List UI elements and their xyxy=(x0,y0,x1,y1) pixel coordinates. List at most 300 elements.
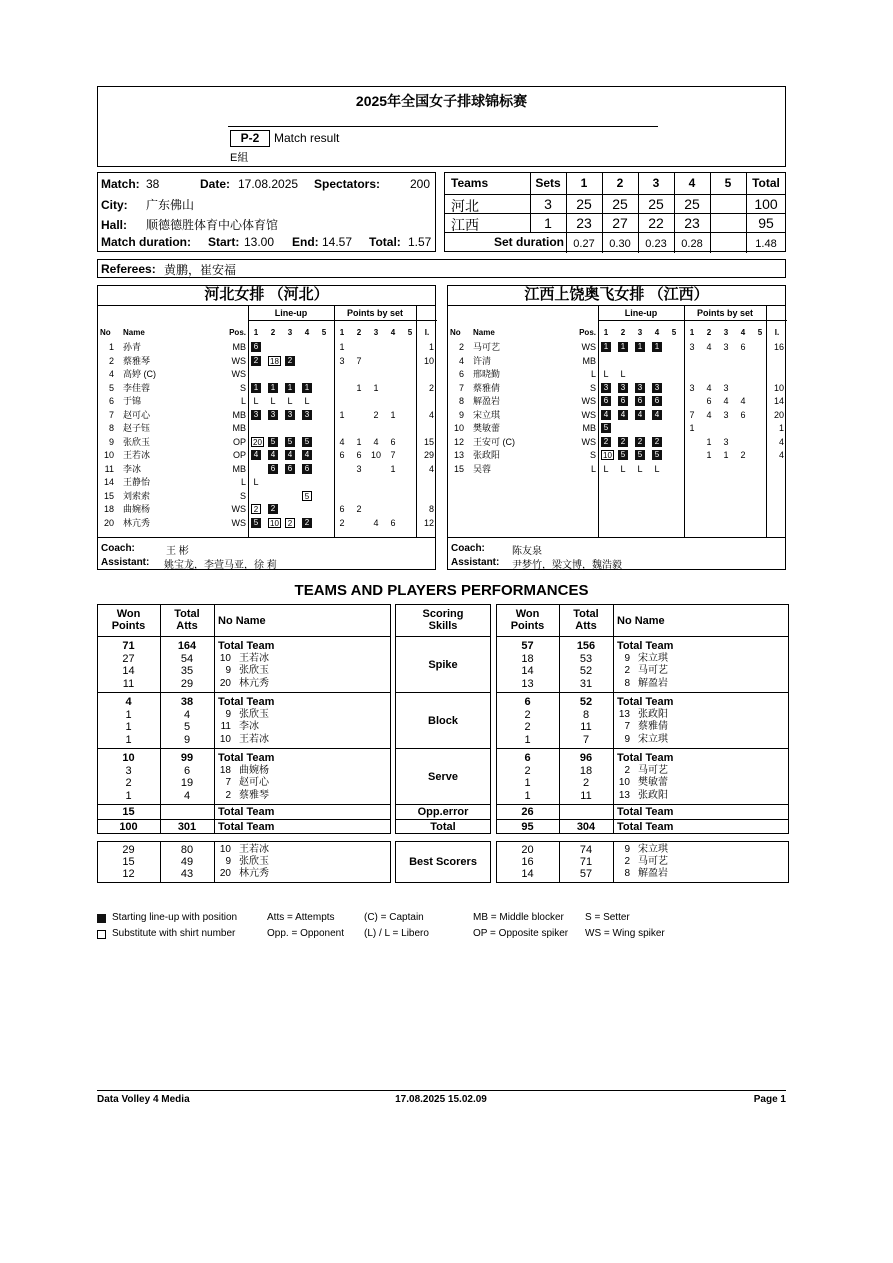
lineup-set-header: 2 xyxy=(270,328,276,337)
team-b-lineup xyxy=(447,285,786,570)
player-number: 15 xyxy=(103,490,114,501)
player-total-points: 12 xyxy=(423,517,434,528)
total-team-label: Total Team xyxy=(617,752,674,764)
player-position: WS xyxy=(231,355,246,366)
set-points: 7 xyxy=(689,409,695,420)
set-duration-value: 0.28 xyxy=(681,238,703,250)
perf-player-name: 王若冰 xyxy=(239,652,269,664)
set-points: 1 xyxy=(689,423,695,433)
best-player-number: 9 xyxy=(624,844,630,855)
player-name: 王静怡 xyxy=(123,477,151,487)
player-total-points: 15 xyxy=(423,436,434,447)
total-atts-value: 53 xyxy=(579,652,593,665)
team-b-assistant-label: Assistant: xyxy=(451,557,500,568)
set-points: 2 xyxy=(339,517,345,528)
perf-player-number: 11 xyxy=(220,721,231,732)
duration-label: Match duration: xyxy=(101,235,191,249)
player-position: WS xyxy=(581,436,596,447)
won-points-value: 14 xyxy=(521,665,534,677)
lineup-start-box: 1 xyxy=(251,383,261,393)
doc-code: P-2 xyxy=(230,130,270,147)
total-atts-value: 5 xyxy=(183,721,191,733)
lineup-libero: L xyxy=(654,463,660,474)
lineup-libero: L xyxy=(270,396,276,406)
lineup-start-box: 4 xyxy=(285,450,295,460)
set-points: 4 xyxy=(740,396,746,406)
lineup-start-box: 2 xyxy=(251,356,261,366)
set-points: 4 xyxy=(339,436,345,447)
lineup-libero: L xyxy=(620,463,626,474)
total-atts-value: 52 xyxy=(579,696,593,708)
won-points-header: Won xyxy=(515,608,540,620)
set-duration-total: 1.48 xyxy=(755,238,777,250)
best-player-number: 2 xyxy=(624,856,630,867)
won-points-value: 57 xyxy=(521,640,534,652)
set-duration-label: Set duration xyxy=(493,235,564,249)
lineup-set-header: 1 xyxy=(253,328,259,337)
spectators-value: 200 xyxy=(410,177,431,191)
set-points: 6 xyxy=(390,436,396,447)
lineup-sub-box: 10 xyxy=(601,450,614,460)
set-points: 7 xyxy=(390,450,396,460)
points-set-header: 5 xyxy=(757,328,763,337)
perf-player-name: 蔡雅倩 xyxy=(638,721,668,732)
score-set-points: 25 xyxy=(612,196,628,212)
lineup-start-box: 1 xyxy=(601,342,611,352)
player-number: 14 xyxy=(103,477,114,487)
lineup-set-header: 4 xyxy=(304,328,310,337)
won-points-value: 18 xyxy=(521,652,534,665)
lineup-libero: L xyxy=(253,396,259,406)
total-atts-value: 99 xyxy=(180,752,194,764)
lineup-start-box: 5 xyxy=(652,450,662,460)
best-player-number: 9 xyxy=(225,856,231,867)
set-points: 6 xyxy=(356,450,362,460)
total-team-label: Total Team xyxy=(617,821,674,833)
player-name: 李佳蓉 xyxy=(123,382,151,393)
lineup-start-box: 3 xyxy=(285,410,295,420)
won-points-value: 14 xyxy=(122,665,135,677)
perf-player-name: 张欣玉 xyxy=(239,708,269,720)
lineup-start-box: 4 xyxy=(251,450,261,460)
perf-player-name: 马可艺 xyxy=(638,764,668,776)
player-row xyxy=(98,368,437,381)
player-row xyxy=(448,449,787,462)
set-points: 3 xyxy=(723,436,729,447)
lineup-start-box: 2 xyxy=(302,518,312,528)
lineup-set-header: 2 xyxy=(620,328,626,337)
set-points: 3 xyxy=(723,342,729,352)
perf-player-name: 解盈岩 xyxy=(638,677,668,689)
won-points-value: 4 xyxy=(125,696,132,708)
lineup-start-box: 5 xyxy=(601,423,611,433)
lineup-start-box: 5 xyxy=(618,450,628,460)
player-name: 张欣玉 xyxy=(123,436,151,447)
perf-player-name: 蔡雅琴 xyxy=(239,789,269,801)
perf-player-number: 10 xyxy=(618,777,630,788)
player-total-points: 4 xyxy=(778,436,784,447)
best-total-atts: 74 xyxy=(579,844,593,856)
player-row xyxy=(448,422,787,435)
set-points: 3 xyxy=(356,463,362,474)
player-position: OP xyxy=(232,436,246,447)
player-number: 6 xyxy=(458,369,464,379)
player-name: 宋立琪 xyxy=(473,409,501,420)
legend-libero: (L) / L = Libero xyxy=(364,928,429,939)
perf-player-name: 樊敏蕾 xyxy=(638,777,668,788)
lineup-set-header: 1 xyxy=(603,328,609,337)
set-points: 6 xyxy=(706,396,712,406)
total-atts-value: 301 xyxy=(177,821,197,833)
date-value: 17.08.2025 xyxy=(238,177,299,191)
skill-label: Serve xyxy=(428,771,458,783)
set-points: 1 xyxy=(390,409,396,420)
match-info-box xyxy=(97,172,436,252)
won-points-value: 27 xyxy=(122,652,135,665)
referees-value: 黄鹏，崔安福 xyxy=(164,263,237,277)
teams-header: Teams xyxy=(451,176,489,190)
set4-header: 4 xyxy=(688,176,696,190)
total-atts-value: 18 xyxy=(579,764,593,777)
total-atts-value: 164 xyxy=(177,640,197,652)
match-number: 38 xyxy=(146,177,160,191)
lineup-start-box: 3 xyxy=(618,383,628,393)
total-atts-value: 35 xyxy=(180,665,194,677)
player-position: MB xyxy=(582,423,596,433)
lineup-start-box: 5 xyxy=(268,437,278,447)
total-atts-value: 2 xyxy=(582,777,590,789)
total-atts-header: Total xyxy=(174,608,200,620)
lineup-libero: L xyxy=(637,463,643,474)
lineup-set-header: 5 xyxy=(321,328,327,337)
lineup-start-box: 1 xyxy=(268,383,278,393)
perf-player-name: 宋立琪 xyxy=(638,733,668,745)
best-total-atts: 43 xyxy=(180,868,194,880)
player-position: MB xyxy=(582,355,596,366)
total-won-value: 100 xyxy=(119,821,138,833)
team-b-assistant: 尹梦竹，梁文博，魏浩毅 xyxy=(512,560,622,571)
lineup-set-header: 4 xyxy=(654,328,660,337)
score-set-points: 23 xyxy=(684,215,700,231)
lineup-start-box: 6 xyxy=(601,396,611,406)
set3-header: 3 xyxy=(652,176,660,190)
player-total-points: 2 xyxy=(428,382,434,393)
best-player-name: 马可艺 xyxy=(638,856,668,867)
total-label: Total: xyxy=(369,235,401,249)
lineup-start-box: 5 xyxy=(635,450,645,460)
won-points-value: 2 xyxy=(125,777,132,789)
player-name: 许清 xyxy=(473,355,492,366)
best-total-atts: 57 xyxy=(579,868,593,880)
lineup-header: Line-up xyxy=(624,308,658,318)
best-player-number: 10 xyxy=(219,844,231,855)
col-name-header: Name xyxy=(123,328,145,337)
lineup-start-box: 3 xyxy=(635,383,645,393)
player-position: S xyxy=(239,382,246,393)
total-atts-value: 38 xyxy=(180,696,194,708)
performance-title: TEAMS AND PLAYERS PERFORMANCES xyxy=(294,582,589,599)
end-label: End: xyxy=(292,235,319,249)
perf-player-number: 13 xyxy=(618,789,630,801)
lineup-start-box: 3 xyxy=(652,383,662,393)
won-points-value: 2 xyxy=(524,708,531,721)
lineup-sub-box: 18 xyxy=(268,356,281,366)
set-points: 3 xyxy=(689,342,695,352)
player-row xyxy=(448,436,787,449)
total-atts-value: 29 xyxy=(180,677,194,690)
set-points: 3 xyxy=(689,382,695,393)
player-name: 曲婉杨 xyxy=(123,504,151,514)
won-points-value: 1 xyxy=(125,708,132,721)
player-row xyxy=(98,436,437,449)
perf-player-name: 宋立琪 xyxy=(638,652,668,664)
team-a-assistant: 姚宝龙，李萱马亚，徐 莉 xyxy=(164,560,277,571)
player-total-points: 10 xyxy=(773,382,784,393)
player-row xyxy=(98,503,437,516)
total-team-label: Total Team xyxy=(218,640,275,652)
set-points: 1 xyxy=(356,382,362,393)
no-name-header: No Name xyxy=(218,615,266,627)
lineup-start-box: 6 xyxy=(618,396,628,406)
won-points-value: 10 xyxy=(122,752,135,764)
set-points: 6 xyxy=(339,504,345,514)
player-total-points: 29 xyxy=(423,450,434,460)
lineup-start-box: 5 xyxy=(302,437,312,447)
player-name: 吴蓉 xyxy=(473,463,492,474)
best-player-name: 张欣玉 xyxy=(239,856,269,867)
player-row xyxy=(98,395,437,408)
player-position: OP xyxy=(232,450,246,460)
player-row xyxy=(98,422,437,435)
won-points-value: 13 xyxy=(521,677,534,690)
player-position: MB xyxy=(232,342,246,352)
set-points: 2 xyxy=(740,450,746,460)
end-value: 14.57 xyxy=(322,235,353,249)
footer-center: 17.08.2025 15.02.09 xyxy=(395,1094,487,1105)
page-title: 2025年全国女子排球锦标赛 xyxy=(355,93,528,109)
best-scorers-label: Best Scorers xyxy=(409,856,477,868)
best-player-name: 解盈岩 xyxy=(638,868,668,879)
player-total-points: 4 xyxy=(428,409,434,420)
lineup-sub-box: 2 xyxy=(285,518,295,528)
player-row xyxy=(448,463,787,476)
perf-player-number: 8 xyxy=(624,677,630,689)
set-points: 3 xyxy=(723,382,729,393)
best-won-points: 14 xyxy=(521,868,534,880)
total-atts-value: 6 xyxy=(183,764,191,777)
legend xyxy=(97,912,786,942)
total-atts-value: 156 xyxy=(576,640,596,652)
best-won-points: 16 xyxy=(521,856,534,868)
total-atts-value: 4 xyxy=(183,708,191,721)
legend-op: OP = Opposite spiker xyxy=(473,928,569,939)
lineup-start-box: 6 xyxy=(635,396,645,406)
hall-label: Hall: xyxy=(101,218,128,232)
team-a-lineup xyxy=(97,285,436,570)
lineup-start-box: 1 xyxy=(618,342,628,352)
lineup-start-box: 3 xyxy=(302,410,312,420)
perf-player-name: 张欣玉 xyxy=(239,665,269,676)
footer-right: Page 1 xyxy=(753,1094,786,1105)
set-points: 1 xyxy=(339,342,345,352)
set-points: 1 xyxy=(339,409,345,420)
referees-box xyxy=(97,259,786,278)
score-total-points: 100 xyxy=(754,196,778,212)
player-name: 李冰 xyxy=(123,463,142,474)
player-total-points: 10 xyxy=(423,355,434,366)
best-won-points: 29 xyxy=(122,844,135,856)
player-name: 高婷 (C) xyxy=(123,369,156,379)
total-atts-value: 11 xyxy=(580,789,592,802)
start-label: Start: xyxy=(208,235,240,249)
best-total-atts: 71 xyxy=(579,856,593,868)
perf-player-name: 林亢秀 xyxy=(239,677,269,689)
set-points: 4 xyxy=(373,517,379,528)
player-number: 8 xyxy=(108,423,114,433)
city-label: City: xyxy=(101,198,128,212)
player-number: 8 xyxy=(458,396,464,406)
player-name: 赵子钰 xyxy=(123,423,151,433)
set-duration-value: 0.30 xyxy=(609,238,631,250)
player-position: WS xyxy=(231,517,246,528)
lineup-sub-box: 2 xyxy=(251,504,261,514)
player-position: L xyxy=(590,463,596,474)
best-player-name: 林亢秀 xyxy=(239,868,269,879)
lineup-start-box: 2 xyxy=(268,504,278,514)
player-row xyxy=(98,341,437,354)
perf-player-number: 2 xyxy=(624,665,630,676)
score-team-name: 江西 xyxy=(451,217,479,233)
total-atts-header-sub: Atts xyxy=(176,620,198,632)
player-position: S xyxy=(589,382,596,393)
city-value: 广东佛山 xyxy=(146,198,195,212)
player-name: 蔡雅倩 xyxy=(473,382,501,393)
points-by-set-header: Points by set xyxy=(696,308,753,318)
set-points: 1 xyxy=(723,450,729,460)
player-row xyxy=(448,341,787,354)
perf-player-number: 9 xyxy=(624,652,630,664)
col-no-header: No xyxy=(450,328,461,337)
perf-player-name: 马可艺 xyxy=(638,665,668,676)
lineup-start-box: 4 xyxy=(618,410,628,420)
total-header: Total xyxy=(752,176,780,190)
perf-player-name: 张政阳 xyxy=(638,708,668,720)
lineup-start-box: 1 xyxy=(635,342,645,352)
set-duration-value: 0.23 xyxy=(645,238,667,250)
total-team-label: Total Team xyxy=(218,752,275,764)
referees-label: Referees: xyxy=(101,262,156,276)
points-set-header: 4 xyxy=(390,328,396,337)
player-name: 赵可心 xyxy=(123,409,151,420)
total-won-value: 95 xyxy=(521,821,534,833)
team-a-coach: 王 彬 xyxy=(166,546,189,557)
set-points: 1 xyxy=(706,436,712,447)
player-row xyxy=(98,463,437,476)
team-a-coach-label: Coach: xyxy=(101,543,135,554)
player-row xyxy=(448,368,787,381)
set-points: 4 xyxy=(723,396,729,406)
lineup-set-header: 3 xyxy=(637,328,643,337)
team-b-name: 江西上饶奥飞女排 （江西） xyxy=(524,286,709,303)
player-number: 18 xyxy=(103,504,114,514)
legend-ws: WS = Wing spiker xyxy=(585,928,665,939)
player-position: S xyxy=(589,450,596,460)
lineup-set-header: 5 xyxy=(671,328,677,337)
best-player-number: 20 xyxy=(219,868,231,879)
hall-value: 顺德德胜体育中心体育馆 xyxy=(146,218,279,232)
player-row xyxy=(98,490,437,503)
best-total-atts: 80 xyxy=(180,844,194,856)
skill-label: Block xyxy=(428,715,458,727)
player-row xyxy=(448,382,787,395)
set-points: 4 xyxy=(373,436,379,447)
set-points: 3 xyxy=(723,409,729,420)
perf-player-number: 13 xyxy=(618,708,630,720)
total-atts-value: 304 xyxy=(576,821,596,833)
lineup-start-box: 3 xyxy=(251,410,261,420)
sets-header: Sets xyxy=(535,176,561,190)
total-atts-value: 4 xyxy=(183,789,191,802)
player-total-points: 16 xyxy=(773,342,784,352)
lineup-sub-box: 5 xyxy=(302,491,312,501)
player-total-points: 14 xyxy=(773,396,784,406)
set-points: 7 xyxy=(356,355,362,366)
player-row xyxy=(98,449,437,462)
player-name: 林亢秀 xyxy=(123,517,151,528)
points-set-header: 4 xyxy=(740,328,746,337)
player-position: MB xyxy=(232,409,246,420)
lineup-start-box: 5 xyxy=(285,437,295,447)
total-atts-value: 54 xyxy=(180,652,194,665)
player-total-points: 1 xyxy=(778,423,784,433)
col-total-header: I. xyxy=(774,328,780,337)
lineup-libero: L xyxy=(603,463,609,474)
team-b-coach-label: Coach: xyxy=(451,543,485,554)
won-points-value: 11 xyxy=(122,677,135,690)
col-no-header: No xyxy=(100,328,111,337)
opp-error-value: 26 xyxy=(521,806,534,818)
total-team-label: Total Team xyxy=(617,640,674,652)
player-number: 4 xyxy=(108,369,114,379)
set-points: 1 xyxy=(706,450,712,460)
perf-player-number: 2 xyxy=(624,764,630,776)
score-set-points: 23 xyxy=(576,215,592,231)
total-team-label: Total Team xyxy=(218,696,275,708)
doc-name: Match result xyxy=(274,131,340,145)
lineup-start-box: 6 xyxy=(285,464,295,474)
set2-header: 2 xyxy=(616,176,624,190)
perf-player-number: 10 xyxy=(219,733,231,745)
player-name: 孙青 xyxy=(123,342,142,352)
total-value: 1.57 xyxy=(408,235,432,249)
perf-player-name: 张政阳 xyxy=(638,789,668,801)
total-atts-value: 52 xyxy=(579,665,593,677)
points-set-header: 2 xyxy=(706,328,712,337)
player-name: 于锦 xyxy=(123,396,142,406)
total-team-label: Total Team xyxy=(617,696,674,708)
lineup-start-box: 4 xyxy=(302,450,312,460)
score-set-points: 25 xyxy=(648,196,664,212)
match-label: Match: xyxy=(101,177,140,191)
set-points: 2 xyxy=(356,504,362,514)
substitute-square-icon xyxy=(97,930,106,939)
total-atts-value: 19 xyxy=(180,777,194,789)
set-points: 6 xyxy=(740,409,746,420)
no-name-header: No Name xyxy=(617,615,665,627)
player-number: 2 xyxy=(108,355,114,366)
player-name: 王若冰 xyxy=(123,450,151,460)
lineup-start-box: 4 xyxy=(635,410,645,420)
